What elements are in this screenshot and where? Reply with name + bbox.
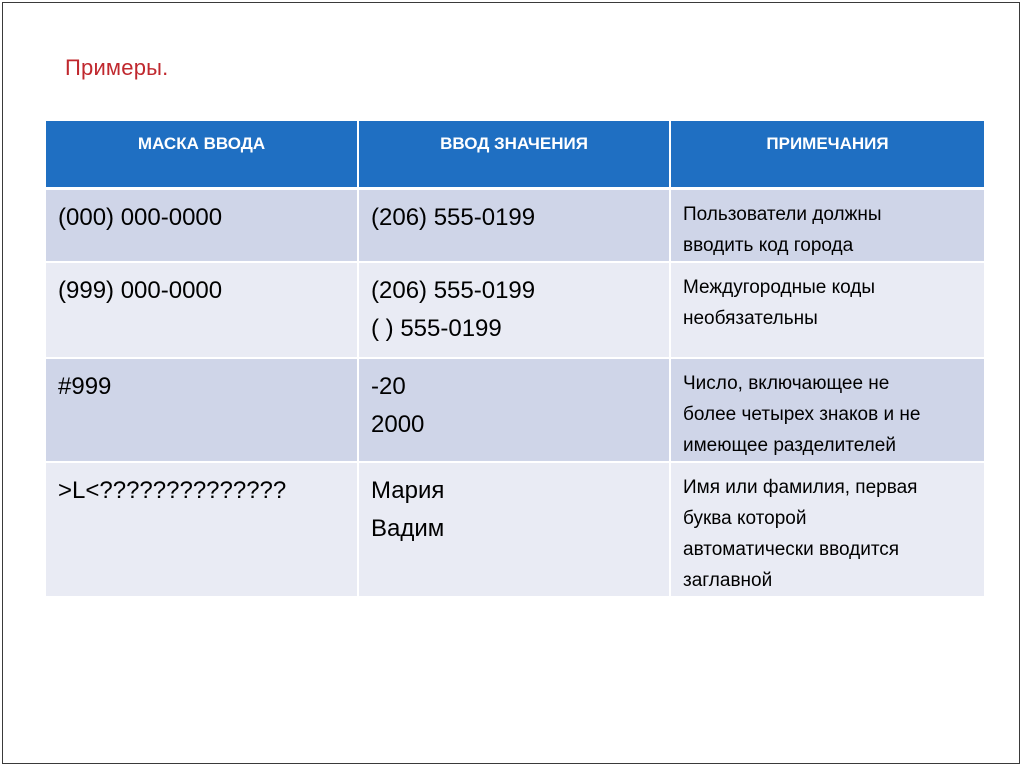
mask-cell [46, 358, 358, 462]
value-cell [358, 188, 670, 262]
input-mask-table [46, 121, 984, 598]
note-text: вводить код города [683, 234, 854, 256]
mask-text: (999) 000-0000 [58, 276, 223, 304]
value-text: 2000 [371, 410, 425, 438]
table-row [46, 262, 984, 358]
slide [2, 2, 1020, 764]
mask-text: #999 [58, 372, 112, 400]
note-cell [670, 462, 984, 597]
note-text: более четырех знаков и не [683, 403, 921, 425]
value-cell [358, 462, 670, 597]
value-text: ( ) 555-0199 [371, 314, 502, 342]
note-text: Имя или фамилия, первая [683, 476, 918, 498]
value-text: -20 [371, 372, 406, 400]
value-text: (206) 555-0199 [371, 203, 536, 231]
note-text: буква которой [683, 507, 807, 529]
table-header-row [46, 121, 984, 188]
value-cell [358, 262, 670, 358]
mask-cell [46, 188, 358, 262]
table-row [46, 358, 984, 462]
note-cell [670, 262, 984, 358]
table-row [46, 462, 984, 597]
mask-cell [46, 462, 358, 597]
value-cell [358, 358, 670, 462]
note-text: Число, включающее не [683, 372, 890, 394]
note-cell [670, 358, 984, 462]
slide-title: Примеры. [65, 55, 169, 80]
note-text: Пользователи должны [683, 203, 882, 225]
mask-text: >L<?????????????? [58, 476, 287, 504]
value-text: Вадим [371, 514, 445, 542]
value-text: Мария [371, 476, 445, 504]
note-text: автоматически вводится [683, 538, 900, 560]
header-mask: МАСКА ВВОДА [46, 121, 358, 188]
note-text: необязательны [683, 307, 818, 329]
table-row [46, 188, 984, 262]
value-text: (206) 555-0199 [371, 276, 536, 304]
note-text: имеющее разделителей [683, 434, 896, 456]
header-notes: ПРИМЕЧАНИЯ [670, 121, 984, 188]
note-text: Междугородные коды [683, 276, 875, 298]
header-value: ВВОД ЗНАЧЕНИЯ [358, 121, 670, 188]
note-cell [670, 188, 984, 262]
note-text: заглавной [683, 569, 773, 591]
mask-cell [46, 262, 358, 358]
mask-text: (000) 000-0000 [58, 203, 223, 231]
